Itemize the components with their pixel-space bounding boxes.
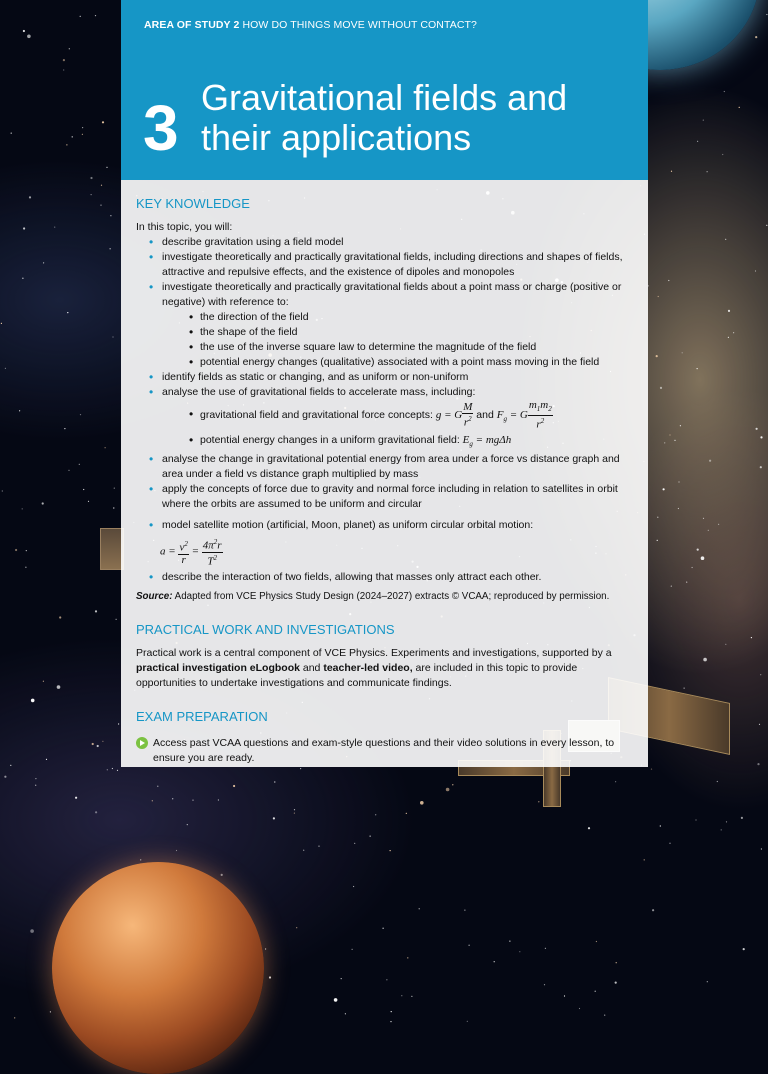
- sub-list: [162, 310, 636, 370]
- sub-list-item: • potential energy changes (qualitative) associated with a point mass moving in the field: [162, 355, 636, 370]
- chapter-opener-card: [121, 0, 648, 767]
- play-icon[interactable]: [136, 737, 148, 749]
- key-knowledge-intro: In this topic, you will:: [136, 221, 233, 233]
- practical-text: are included in this topic to provide opportunities to undertake investigations and communicate findings.: [136, 661, 578, 689]
- potential-text: potential energy changes in a uniform gravitational field:: [200, 434, 460, 447]
- force-concepts-text: gravitational field and gravitational force concepts:: [200, 408, 433, 421]
- list-item: • analyse the change in gravitational potential energy from area under a force vs distance graph and area under a field vs distance graph multiplied by mass: [136, 452, 636, 482]
- chapter-title-line1: Gravitational fields and: [201, 77, 568, 118]
- sub-list-item: [162, 400, 636, 433]
- chapter-title: [201, 78, 567, 158]
- teacher-video-link[interactable]: teacher-led video,: [323, 661, 413, 674]
- area-question: HOW DO THINGS MOVE WITHOUT CONTACT?: [242, 19, 477, 31]
- list-item-text: analyse the use of gravitational fields to accelerate mass, including:: [162, 386, 476, 398]
- practical-text: Practical work is a central component of VCE Physics. Experiments and investigations, supported by a: [136, 646, 612, 659]
- list-item-text: investigate theoretically and practically gravitational fields about a point mass or charge (positive or negative) with reference to:: [162, 281, 622, 308]
- orbital-formula: a = $\frac{v^2}{r}$ = $\frac{4\pi^2r}{T^2}$: [160, 538, 222, 568]
- field-formula: g = G $\frac{M}{r^2}$: [435, 401, 473, 429]
- and-word: and: [476, 408, 494, 421]
- exam-heading: EXAM PREPARATION: [136, 708, 268, 724]
- source-text: Adapted from VCE Physics Study Design (2024–2027) extracts © VCAA; reproduced by permission.: [174, 590, 610, 602]
- chapter-title-line2: their applications: [201, 117, 472, 158]
- practical-heading: PRACTICAL WORK AND INVESTIGATIONS: [136, 621, 395, 637]
- practical-text: and: [302, 661, 321, 674]
- elogbook-link[interactable]: practical investigation eLogbook: [136, 661, 300, 674]
- list-item: • describe the interaction of two fields, allowing that masses only attract each other.: [136, 570, 636, 585]
- list-item: • investigate theoretically and practically gravitational fields, including directions and shapes of fields, attractive and repulsive effects, and the existence of dipoles and monopoles: [136, 250, 636, 280]
- key-knowledge-list: [136, 235, 636, 585]
- key-knowledge-heading: KEY KNOWLEDGE: [136, 196, 250, 211]
- orange-planet-image: [52, 862, 264, 1074]
- force-formula: $F_g = G$ $\frac{m_1m_2}{r^2}$: [496, 399, 552, 431]
- source-label: Source:: [136, 590, 173, 602]
- area-of-study-line: [144, 19, 477, 31]
- chapter-content: [136, 196, 636, 766]
- practical-paragraph: [136, 646, 636, 691]
- chapter-number: 3: [143, 92, 179, 164]
- list-item: [136, 518, 636, 567]
- sub-list-item: • the direction of the field: [162, 310, 636, 325]
- list-item: • identify fields as static or changing, and as uniform or non-uniform: [136, 370, 636, 385]
- exam-item[interactable]: [136, 736, 636, 766]
- chapter-header: [121, 0, 648, 180]
- list-item: [136, 280, 636, 370]
- list-item: • apply the concepts of force due to gravity and normal force including in relation to satellites in orbit where the orbits are assumed to be uniform and circular: [136, 482, 636, 512]
- list-item: • describe gravitation using a field model: [136, 235, 636, 250]
- list-item-text: model satellite motion (artificial, Moon, planet) as uniform circular orbital motion:: [162, 519, 534, 532]
- sub-list: [162, 400, 636, 452]
- exam-text: Access past VCAA questions and exam-style questions and their video solutions in every lesson, to ensure you are ready.: [153, 736, 615, 764]
- sub-list-item: • the use of the inverse square law to determine the magnitude of the field: [162, 340, 636, 355]
- potential-energy-formula: $E_g = mg\Delta h$: [462, 434, 512, 449]
- sub-list-item: [162, 433, 636, 452]
- area-label: AREA OF STUDY 2: [144, 19, 240, 31]
- sub-list-item: • the shape of the field: [162, 325, 636, 340]
- list-item: [136, 385, 636, 452]
- source-note: [136, 589, 636, 604]
